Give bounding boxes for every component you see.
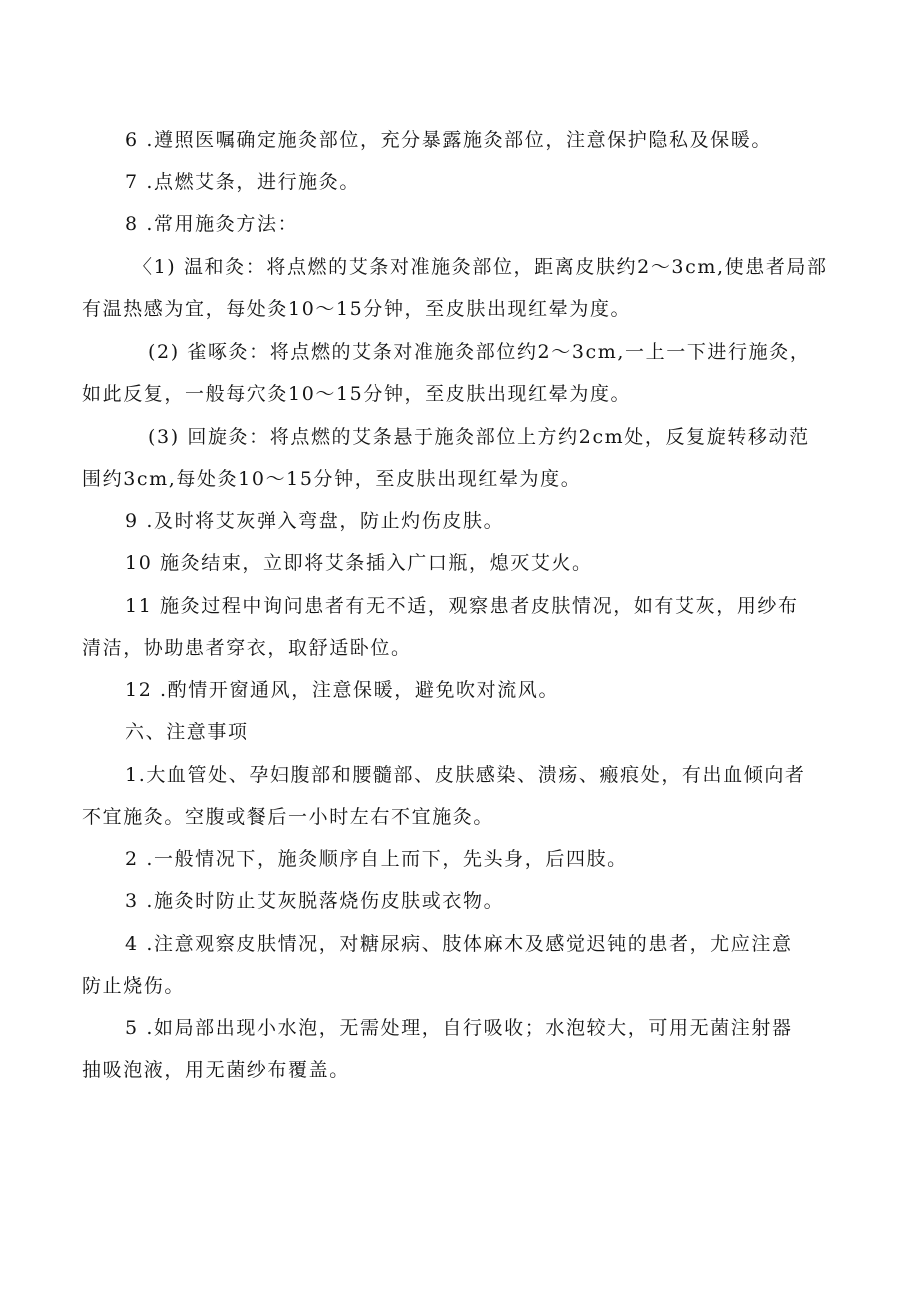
item-6-text: 6 .遵照医嘱确定施灸部位，充分暴露施灸部位，注意保护隐私及保暖。 (125, 129, 772, 151)
method-1-line-1: 〈1) 温和灸：将点燃的艾条对准施灸部位，距离皮肤约2～3cm,使患者局部 (133, 256, 828, 278)
note-2-text: 2 .一般情况下，施灸顺序自上而下，先头身，后四肢。 (125, 848, 628, 870)
item-9-text: 9 .及时将艾灰弹入弯盘，防止灼伤皮肤。 (125, 510, 505, 532)
method-3-line-1: (3) 回旋灸：将点燃的艾条悬于施灸部位上方约2cm处，反复旋转移动范 (148, 426, 810, 448)
item-11-line-1: 11 施灸过程中询问患者有无不适，观察患者皮肤情况，如有艾灰，用纱布 (125, 595, 799, 617)
item-12-text: 12 .酌情开窗通风，注意保暖，避免吹对流风。 (125, 679, 560, 701)
note-4-line-1: 4 .注意观察皮肤情况，对糖尿病、肢体麻木及感觉迟钝的患者，尤应注意 (125, 933, 793, 955)
method-2-line-2: 如此反复，一般每穴灸10～15分钟，至皮肤出现红晕为度。 (82, 383, 632, 405)
item-11-line-2: 清洁，协助患者穿衣，取舒适卧位。 (82, 637, 412, 659)
note-3-text: 3 .施灸时防止艾灰脱落烧伤皮肤或衣物。 (125, 890, 505, 912)
note-1-line-1: 1.大血管处、孕妇腹部和腰髓部、皮肤感染、溃疡、瘢痕处，有出血倾向者 (125, 764, 806, 786)
note-5-line-2: 抽吸泡液，用无菌纱布覆盖。 (82, 1059, 350, 1081)
item-7-text: 7 .点燃艾条，进行施灸。 (125, 171, 360, 193)
item-10-text: 10 施灸结束，立即将艾条插入广口瓶，熄灭艾火。 (125, 552, 593, 574)
method-2-line-1: (2) 雀啄灸：将点燃的艾条对准施灸部位约2～3cm,一上一下进行施灸， (148, 341, 811, 363)
method-1-line-2: 有温热感为宜，每处灸10～15分钟，至皮肤出现红晕为度。 (82, 298, 632, 320)
section-heading: 六、注意事项 (125, 721, 249, 743)
note-5-line-1: 5 .如局部出现小水泡，无需处理，自行吸收；水泡较大，可用无菌注射器 (125, 1017, 793, 1039)
note-1-line-2: 不宜施灸。空腹或餐后一小时左右不宜施灸。 (82, 806, 495, 828)
item-8-text: 8 .常用施灸方法： (125, 213, 299, 235)
method-3-line-2: 围约3cm,每处灸10～15分钟，至皮肤出现红晕为度。 (82, 468, 582, 490)
note-4-line-2: 防止烧伤。 (82, 975, 186, 997)
